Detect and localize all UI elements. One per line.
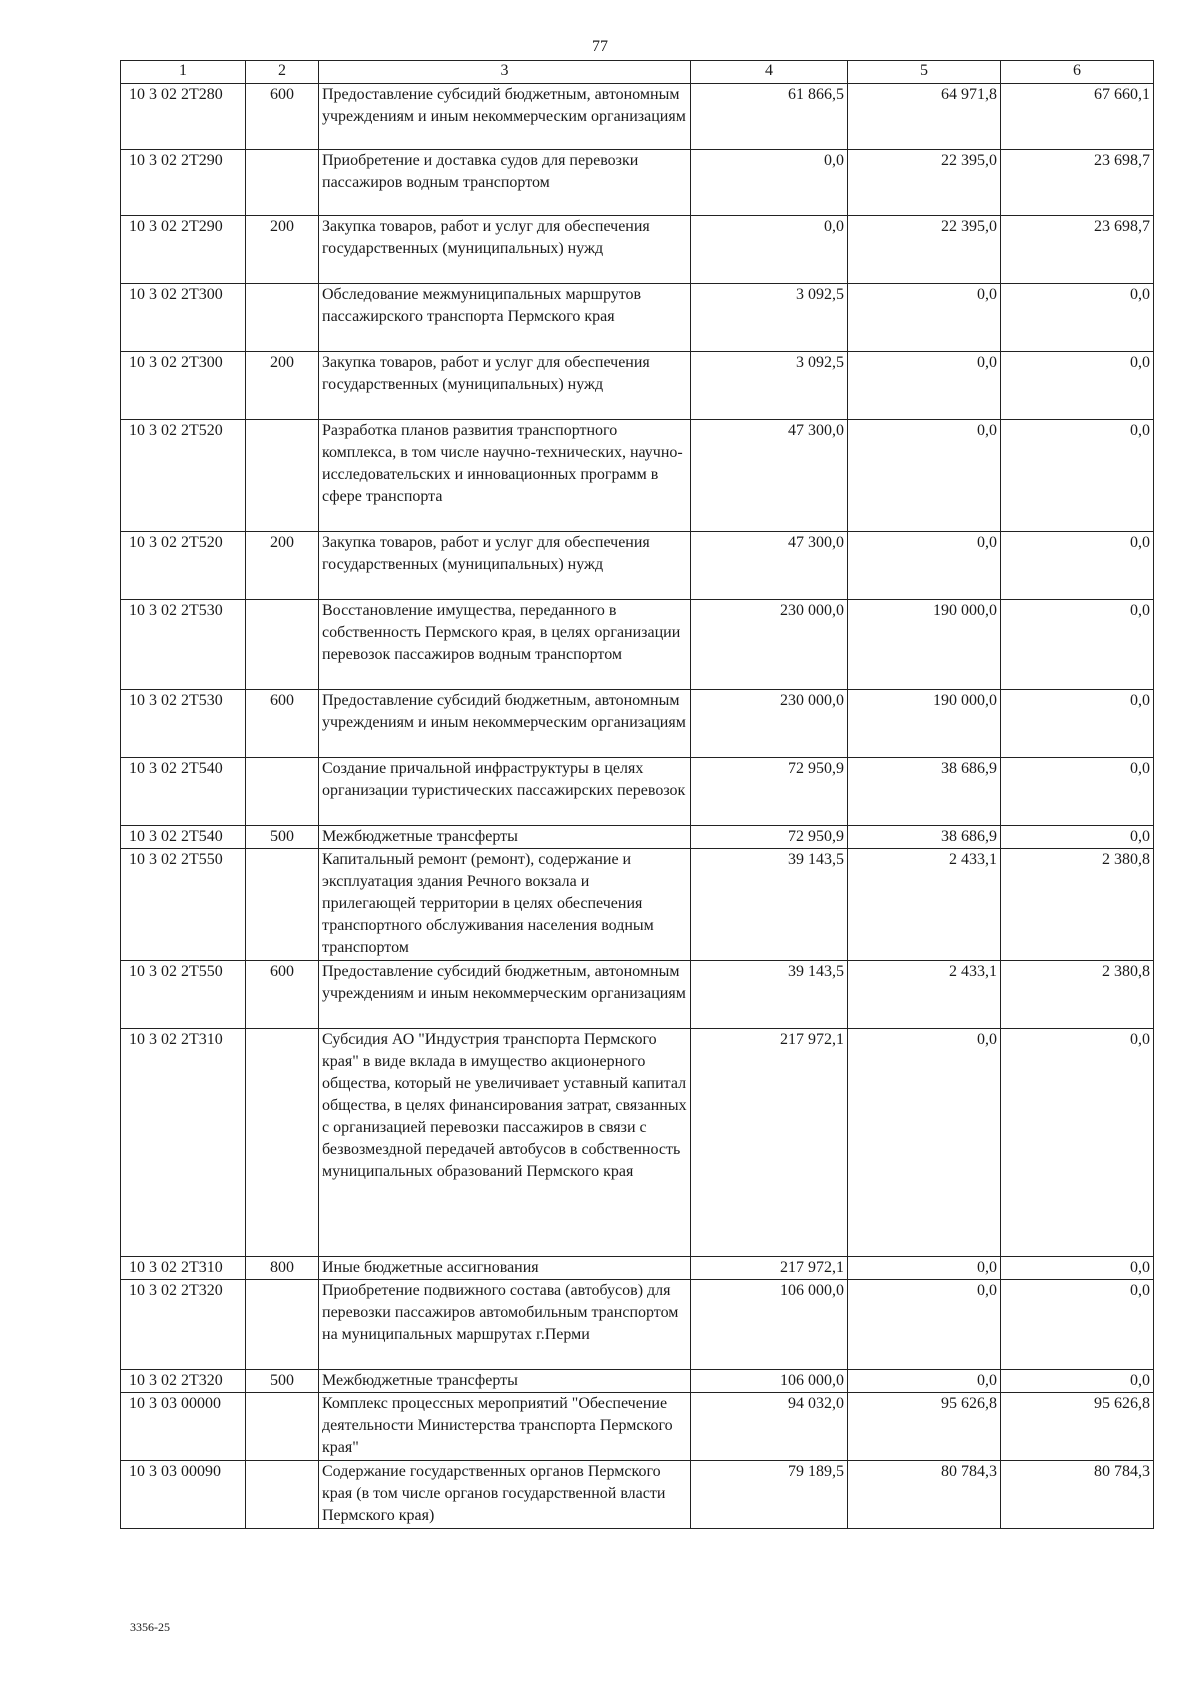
expense-type-code [246,849,319,961]
amount-col5: 0,0 [848,284,1001,352]
item-name: Создание причальной инфраструктуры в целях организации туристических пассажирских перевозок [319,758,691,826]
amount-col5: 0,0 [848,1029,1001,1257]
amount-col5: 0,0 [848,532,1001,600]
item-name: Капитальный ремонт (ремонт), содержание и эксплуатация здания Речного вокзала и прилегающей территории в целях обеспечения транспортного обслуживания населения водным транспортом [319,849,691,961]
amount-col5: 0,0 [848,1280,1001,1370]
classification-code: 10 3 02 2Т520 [121,420,246,532]
amount-col4: 230 000,0 [691,690,848,758]
classification-code: 10 3 03 00090 [121,1461,246,1529]
expense-type-code: 600 [246,690,319,758]
classification-code: 10 3 02 2Т290 [121,150,246,216]
amount-col6: 67 660,1 [1001,84,1154,150]
table-row [121,532,1154,600]
classification-code: 10 3 02 2Т520 [121,532,246,600]
column-header: 2 [246,61,319,84]
table-row [121,826,1154,849]
amount-col6: 23 698,7 [1001,216,1154,284]
classification-code: 10 3 02 2Т540 [121,826,246,849]
classification-code: 10 3 02 2Т530 [121,690,246,758]
amount-col4: 47 300,0 [691,420,848,532]
column-header: 1 [121,61,246,84]
amount-col4: 106 000,0 [691,1280,848,1370]
amount-col4: 39 143,5 [691,849,848,961]
amount-col4: 0,0 [691,150,848,216]
amount-col4: 47 300,0 [691,532,848,600]
column-header: 4 [691,61,848,84]
expense-type-code: 600 [246,961,319,1029]
column-header: 3 [319,61,691,84]
amount-col6: 0,0 [1001,690,1154,758]
amount-col6: 0,0 [1001,758,1154,826]
item-name: Предоставление субсидий бюджетным, автономным учреждениям и иным некоммерческим организациям [319,961,691,1029]
classification-code: 10 3 02 2Т300 [121,352,246,420]
item-name: Иные бюджетные ассигнования [319,1257,691,1280]
amount-col4: 61 866,5 [691,84,848,150]
table-row [121,352,1154,420]
table-row [121,600,1154,690]
amount-col5: 2 433,1 [848,961,1001,1029]
table-row [121,1370,1154,1393]
amount-col5: 190 000,0 [848,600,1001,690]
classification-code: 10 3 02 2Т280 [121,84,246,150]
expense-type-code [246,600,319,690]
amount-col6: 0,0 [1001,352,1154,420]
item-name: Закупка товаров, работ и услуг для обеспечения государственных (муниципальных) нужд [319,352,691,420]
amount-col5: 190 000,0 [848,690,1001,758]
expense-type-code: 500 [246,826,319,849]
classification-code: 10 3 02 2Т320 [121,1370,246,1393]
amount-col4: 0,0 [691,216,848,284]
table-row [121,1280,1154,1370]
item-name: Приобретение и доставка судов для перевозки пассажиров водным транспортом [319,150,691,216]
item-name: Субсидия АО "Индустрия транспорта Пермского края" в виде вклада в имущество акционерного общества, который не увеличивает уставный капитал общества, в целях финансирования затрат, связанных с организацией перевозки пассажиров в связи с безвозмездной передачей автобусов в собственность муниципальных образований Пермского края [319,1029,691,1257]
amount-col4: 217 972,1 [691,1257,848,1280]
classification-code: 10 3 02 2Т530 [121,600,246,690]
expense-type-code: 200 [246,352,319,420]
page-number: 77 [592,38,608,55]
expense-type-code [246,420,319,532]
table-row [121,150,1154,216]
table-row [121,216,1154,284]
expense-type-code: 200 [246,532,319,600]
classification-code: 10 3 02 2Т550 [121,849,246,961]
amount-col6: 0,0 [1001,826,1154,849]
expense-type-code: 200 [246,216,319,284]
document-id: 3356-25 [130,1620,170,1634]
expense-type-code: 600 [246,84,319,150]
expense-type-code [246,150,319,216]
table-row [121,1257,1154,1280]
table-row [121,1029,1154,1257]
amount-col5: 64 971,8 [848,84,1001,150]
expense-type-code: 500 [246,1370,319,1393]
amount-col4: 72 950,9 [691,758,848,826]
item-name: Предоставление субсидий бюджетным, автономным учреждениям и иным некоммерческим организациям [319,690,691,758]
amount-col4: 39 143,5 [691,961,848,1029]
amount-col6: 2 380,8 [1001,849,1154,961]
amount-col5: 80 784,3 [848,1461,1001,1529]
item-name: Обследование межмуниципальных маршрутов пассажирского транспорта Пермского края [319,284,691,352]
expense-type-code: 800 [246,1257,319,1280]
item-name: Закупка товаров, работ и услуг для обеспечения государственных (муниципальных) нужд [319,532,691,600]
item-name: Комплекс процессных мероприятий "Обеспечение деятельности Министерства транспорта Пермского края" [319,1393,691,1461]
table-row [121,849,1154,961]
amount-col6: 0,0 [1001,1280,1154,1370]
amount-col4: 3 092,5 [691,352,848,420]
classification-code: 10 3 02 2Т320 [121,1280,246,1370]
classification-code: 10 3 02 2Т310 [121,1029,246,1257]
table-row [121,284,1154,352]
classification-code: 10 3 02 2Т310 [121,1257,246,1280]
amount-col5: 22 395,0 [848,216,1001,284]
amount-col4: 3 092,5 [691,284,848,352]
amount-col6: 0,0 [1001,532,1154,600]
item-name: Закупка товаров, работ и услуг для обеспечения государственных (муниципальных) нужд [319,216,691,284]
amount-col4: 217 972,1 [691,1029,848,1257]
amount-col5: 38 686,9 [848,758,1001,826]
expense-type-code [246,1461,319,1529]
classification-code: 10 3 03 00000 [121,1393,246,1461]
classification-code: 10 3 02 2Т290 [121,216,246,284]
amount-col6: 0,0 [1001,600,1154,690]
item-name: Восстановление имущества, переданного в собственность Пермского края, в целях организации перевозок пассажиров водным транспортом [319,600,691,690]
table-row [121,1461,1154,1529]
expense-type-code [246,1029,319,1257]
table-row [121,84,1154,150]
column-header: 5 [848,61,1001,84]
amount-col4: 72 950,9 [691,826,848,849]
table-row [121,420,1154,532]
amount-col5: 2 433,1 [848,849,1001,961]
table-row [121,690,1154,758]
amount-col5: 38 686,9 [848,826,1001,849]
amount-col4: 106 000,0 [691,1370,848,1393]
expense-type-code [246,1280,319,1370]
item-name: Содержание государственных органов Пермского края (в том числе органов государственной власти Пермского края) [319,1461,691,1529]
column-header: 6 [1001,61,1154,84]
amount-col5: 0,0 [848,1370,1001,1393]
amount-col6: 0,0 [1001,1029,1154,1257]
amount-col5: 0,0 [848,352,1001,420]
amount-col5: 22 395,0 [848,150,1001,216]
classification-code: 10 3 02 2Т550 [121,961,246,1029]
classification-code: 10 3 02 2Т300 [121,284,246,352]
column-number-row [121,61,1154,84]
item-name: Приобретение подвижного состава (автобусов) для перевозки пассажиров автомобильным транспортом на муниципальных маршрутах г.Перми [319,1280,691,1370]
item-name: Разработка планов развития транспортного комплекса, в том числе научно-технических, научно-исследовательских и инновационных программ в сфере транспорта [319,420,691,532]
amount-col6: 0,0 [1001,284,1154,352]
amount-col6: 23 698,7 [1001,150,1154,216]
amount-col4: 94 032,0 [691,1393,848,1461]
classification-code: 10 3 02 2Т540 [121,758,246,826]
amount-col5: 0,0 [848,420,1001,532]
item-name: Межбюджетные трансферты [319,826,691,849]
expense-type-code [246,1393,319,1461]
item-name: Предоставление субсидий бюджетным, автономным учреждениям и иным некоммерческим организациям [319,84,691,150]
amount-col5: 95 626,8 [848,1393,1001,1461]
table-row [121,961,1154,1029]
amount-col6: 80 784,3 [1001,1461,1154,1529]
amount-col6: 0,0 [1001,1370,1154,1393]
table-row [121,758,1154,826]
table-row [121,1393,1154,1461]
item-name: Межбюджетные трансферты [319,1370,691,1393]
amount-col5: 0,0 [848,1257,1001,1280]
amount-col6: 2 380,8 [1001,961,1154,1029]
amount-col6: 0,0 [1001,420,1154,532]
amount-col4: 79 189,5 [691,1461,848,1529]
budget-table [120,60,1154,1529]
expense-type-code [246,758,319,826]
amount-col4: 230 000,0 [691,600,848,690]
expense-type-code [246,284,319,352]
amount-col6: 95 626,8 [1001,1393,1154,1461]
amount-col6: 0,0 [1001,1257,1154,1280]
